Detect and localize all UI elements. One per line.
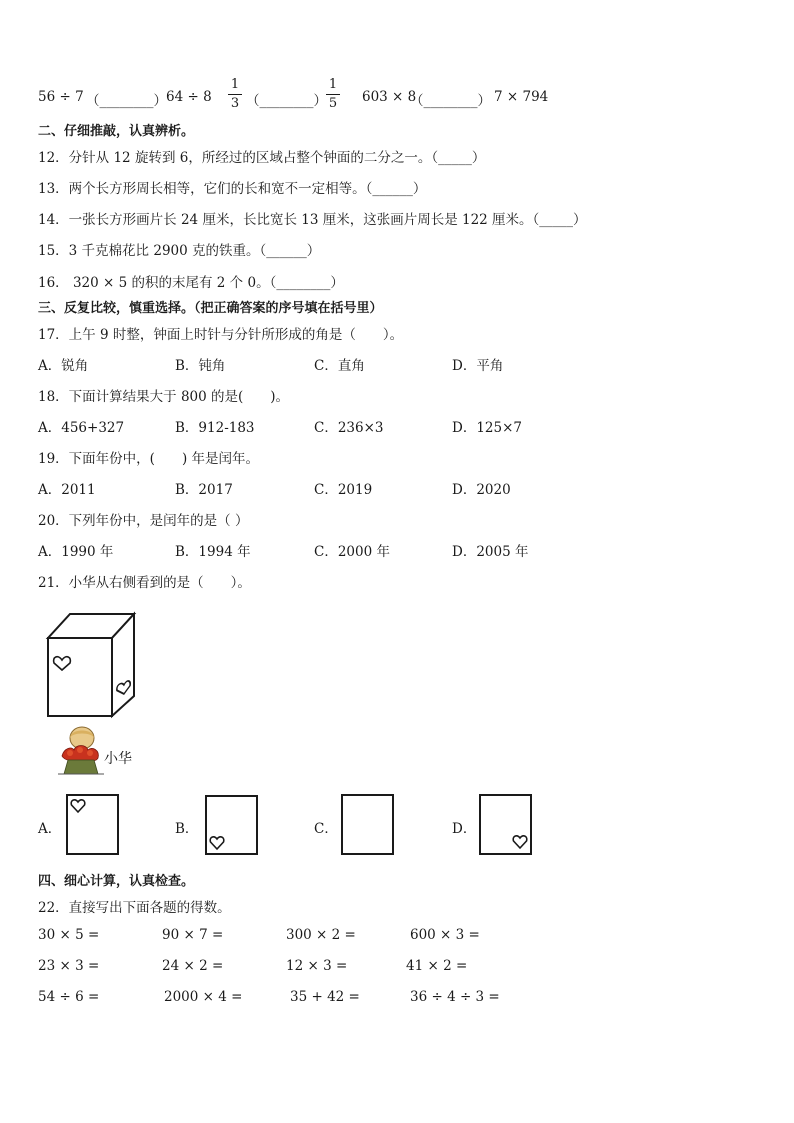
q20-option-c[interactable]: C．2000 年 (314, 544, 390, 560)
question-17: 17．上午 9 时整，钟面上时针与分针所形成的角是（ ）。 (38, 327, 404, 343)
q19-option-c[interactable]: C．2019 (314, 482, 373, 498)
question-12: 12．分针从 12 旋转到 6，所经过的区域占整个钟面的二分之一。（_____） (38, 150, 486, 166)
q21-option-b-label[interactable]: B． (175, 821, 199, 837)
compare-blank-1[interactable]: （________） (86, 93, 167, 109)
calc-item[interactable]: 600 × 3 = (410, 927, 480, 943)
fraction-one-fifth (326, 78, 340, 111)
compare-item-4: 7 × 794 (494, 89, 549, 105)
q21-option-a-box[interactable] (66, 794, 119, 855)
heart-icon (70, 798, 86, 814)
q18-option-c[interactable]: C．236×3 (314, 420, 384, 436)
compare-item-1: 56 ÷ 7 (38, 89, 84, 105)
observer-label: 小华 (104, 751, 132, 767)
question-13: 13．两个长方形周长相等，它们的长和宽不一定相等。（______） (38, 181, 427, 197)
cube-figure (44, 610, 140, 722)
question-20: 20．下列年份中，是闰年的是（ ） (38, 513, 249, 529)
q17-option-c[interactable]: C．直角 (314, 358, 365, 374)
question-15: 15．3 千克棉花比 2900 克的铁重。（______） (38, 243, 321, 259)
q21-option-c-label[interactable]: C． (314, 821, 338, 837)
question-18: 18．下面计算结果大于 800 的是( )。 (38, 389, 290, 405)
child-observer-icon (58, 726, 104, 776)
calc-item[interactable]: 41 × 2 = (406, 958, 468, 974)
q19-option-d[interactable]: D．2020 (452, 482, 511, 498)
compare-blank-3[interactable]: （________） (410, 93, 491, 109)
question-21: 21．小华从右侧看到的是（ ）。 (38, 575, 251, 591)
calc-item[interactable]: 35 + 42 = (290, 989, 360, 1005)
calc-item[interactable]: 24 × 2 = (162, 958, 224, 974)
fraction-numerator: 1 (328, 77, 338, 92)
q19-option-a[interactable]: A．2011 (38, 482, 96, 498)
compare-blank-2[interactable]: （________） (246, 93, 327, 109)
section-4-title: 四、细心计算，认真检查。 (38, 874, 195, 889)
q19-option-b[interactable]: B．2017 (175, 482, 233, 498)
q21-option-b-box[interactable] (205, 795, 258, 855)
q17-option-b[interactable]: B．钝角 (175, 358, 226, 374)
q20-option-d[interactable]: D．2005 年 (452, 544, 529, 560)
heart-icon (512, 834, 528, 850)
calc-item[interactable]: 90 × 7 = (162, 927, 224, 943)
fraction-numerator: 1 (230, 77, 240, 92)
fraction-denominator: 5 (328, 96, 338, 111)
question-19: 19．下面年份中，( ) 年是闰年。 (38, 451, 260, 467)
q21-option-d-box[interactable] (479, 794, 532, 855)
heart-icon (209, 835, 225, 851)
calc-item[interactable]: 23 × 3 = (38, 958, 100, 974)
calc-item[interactable]: 30 × 5 = (38, 927, 100, 943)
q18-option-a[interactable]: A．456+327 (38, 420, 125, 436)
calc-item[interactable]: 12 × 3 = (286, 958, 348, 974)
q21-option-d-label[interactable]: D． (452, 821, 477, 837)
fraction-one-third (228, 78, 242, 111)
q20-option-a[interactable]: A．1990 年 (38, 544, 114, 560)
section-2-title: 二、仔细推敲，认真辨析。 (38, 124, 195, 139)
question-14: 14．一张长方形画片长 24 厘米，长比宽长 13 厘米，这张画片周长是 122 厘米。（_____） (38, 212, 587, 228)
question-16: 16． 320 × 5 的积的末尾有 2 个 0。（________） (38, 275, 344, 291)
section-3-title: 三、反复比较，慎重选择。（把正确答案的序号填在括号里） (38, 301, 383, 316)
q17-option-a[interactable]: A．锐角 (38, 358, 89, 374)
q17-option-d[interactable]: D．平角 (452, 358, 504, 374)
fraction-denominator: 3 (230, 96, 240, 111)
q21-option-c-box[interactable] (341, 794, 394, 855)
calc-item[interactable]: 300 × 2 = (286, 927, 356, 943)
q18-option-b[interactable]: B．912-183 (175, 420, 255, 436)
cube-front-face (48, 638, 112, 716)
q21-option-a-label[interactable]: A． (38, 821, 62, 837)
compare-item-2: 64 ÷ 8 (166, 89, 212, 105)
calc-item[interactable]: 2000 × 4 = (164, 989, 243, 1005)
calc-item[interactable]: 36 ÷ 4 ÷ 3 = (410, 989, 500, 1005)
compare-item-3: 603 × 8 (362, 89, 417, 105)
q20-option-b[interactable]: B．1994 年 (175, 544, 251, 560)
q18-option-d[interactable]: D．125×7 (452, 420, 522, 436)
question-22: 22．直接写出下面各题的得数。 (38, 900, 231, 916)
calc-item[interactable]: 54 ÷ 6 = (38, 989, 100, 1005)
